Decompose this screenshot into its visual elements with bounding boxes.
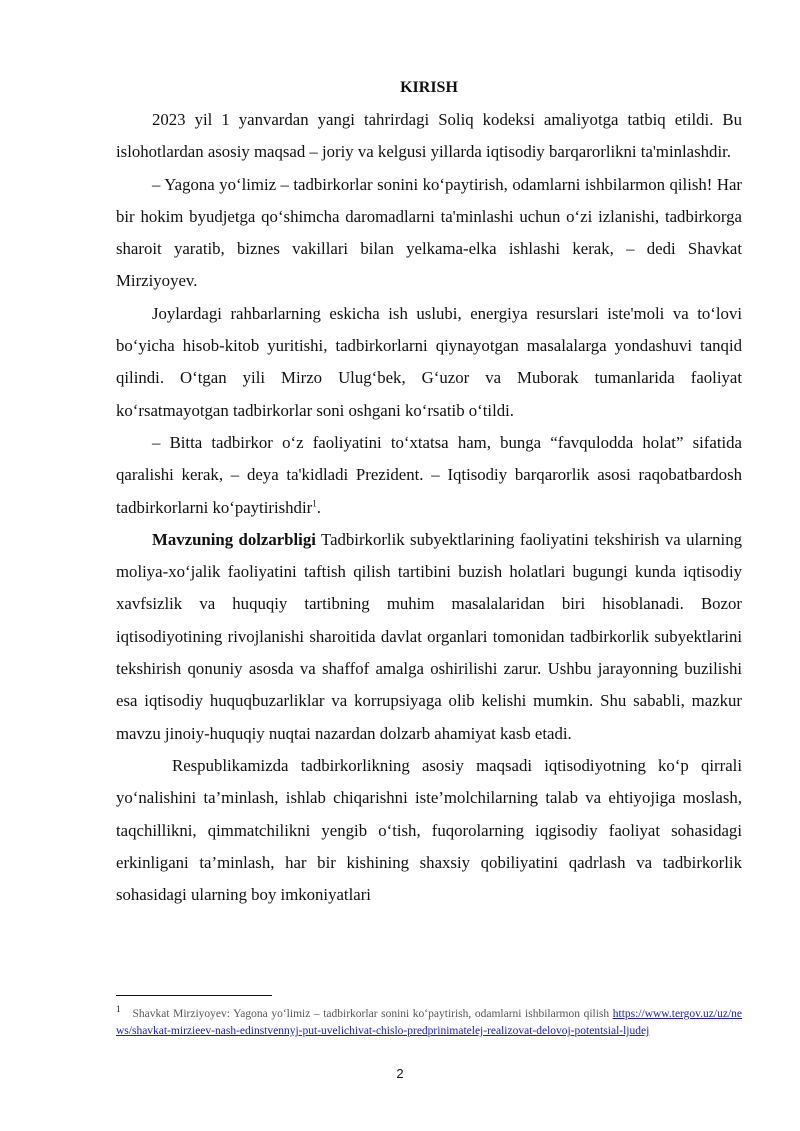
footnote [116,1001,742,1040]
footnote-separator [116,995,272,996]
paragraph-text: – Yagona yo‘limiz – tadbirkorlar sonini ko‘paytirish, odamlarni ishbilarmon qilish! Har bir hokim byudjetga qo‘shimcha daromadlarni ta'minlashi uchun o‘zi izlanishi, tadbirkorga sharoit yaratib, biznes vakillari bilan yelkama-elka ishlashi kerak, – dedi Shavkat Mirziyoyev. [116,174,742,291]
paragraph-lead-heading: Mavzuning dolzarbligi [152,529,316,549]
paragraph [116,169,742,298]
paragraph-text: – Bitta tadbirkor o‘z faoliyatini to‘xtatsa ham, bunga “favqulodda holat” sifatida qaralishi kerak, – deya ta'kidladi Prezident. – Iqtisodiy barqarorlik asosi raqobatbardosh tadbirkorlarni ko‘paytirishdir [116,432,742,517]
paragraph [116,104,742,169]
paragraph-text: Tadbirkorlik subyektlarining faoliyatini tekshirish va ularning moliya-xo‘jalik faoliyatini taftish qilish tartibini buzish holatlari bugungi kunda iqtisodiy xavfsizlik va huquqiy tartibning muhim masalalaridan biri hisoblanadi. Bozor iqtisodiyotining rivojlanishi sharoitida davlat organlari tomonidan tadbirkorlik subyektlarini tekshirish qonuniy asosda va shaffof amalga oshirilishi zarur. Ushbu jarayonning buzilishi esa iqtisodiy huquqbuzarliklar va korrupsiyaga olib kelishi mumkin. Shu sababli, mazkur mavzu jinoiy-huquqiy nuqtai nazardan dolzarb ahamiyat kasb etadi. [116,529,742,743]
paragraph-text: Joylardagi rahbarlarning eskicha ish uslubi, energiya resurslari iste'moli va to‘lovi bo‘yicha hisob-kitob yuritishi, tadbirkorlarni qiynayotgan masalalarga yondashuvi tanqid qilindi. O‘tgan yili Mirzo Ulug‘bek, G‘uzor va Muborak tumanlarida faoliyat ko‘rsatmayotgan tadbirkorlar soni oshgani ko‘rsatib o‘tildi. [116,303,742,420]
page-number: 2 [396,1066,404,1081]
footnote-text: Shavkat Mirziyoyev: Yagona yo‘limiz – tadbirkorlar sonini ko‘paytirish, odamlarni ishbilarmon qilish [132,1007,610,1020]
paragraph [116,427,742,524]
paragraph-text: Respublikamizda tadbirkorlikning asosiy maqsadi iqtisodiyotning ko‘p qirrali yo‘nalishini ta’minlash, ishlab chiqarishni iste’molchilarning talab va ehtiyojiga moslash, taqchillikni, qimmatchilikni yengib o‘tish, fuqorolarning iqgisodiy faoliyat sohasidagi erkinligani ta’minlash, har bir kishining shaxsiy qobiliyatini qadrlash va tadbirkorlik sohasidagi ularning boy imkoniyatlari [116,755,742,905]
paragraph-relevance [116,524,742,750]
footnote-reference[interactable]: 1 [312,497,317,508]
paragraph [116,298,742,427]
footnote-link[interactable]: https://www.tergov.uz/uz/news/shavkat-mirzieev-nash-edinstvennyj-put-uvelichivat-chislo-predprinimatelej-realizovat-delovoj-potentsial-ljudej [116,1007,742,1037]
paragraph-text: 2023 yil 1 yanvardan yangi tahrirdagi Soliq kodeksi amaliyotga tatbiq etildi. Bu islohotlardan asosiy maqsad – joriy va kelgusi yillarda iqtisodiy barqarorlikni ta'minlashdir. [116,110,742,162]
footnote-mark: 1 [116,1004,121,1014]
paragraph [116,750,742,911]
document-body [116,78,742,911]
section-title: KIRISH [400,79,458,96]
paragraph-tail: . [316,497,321,517]
